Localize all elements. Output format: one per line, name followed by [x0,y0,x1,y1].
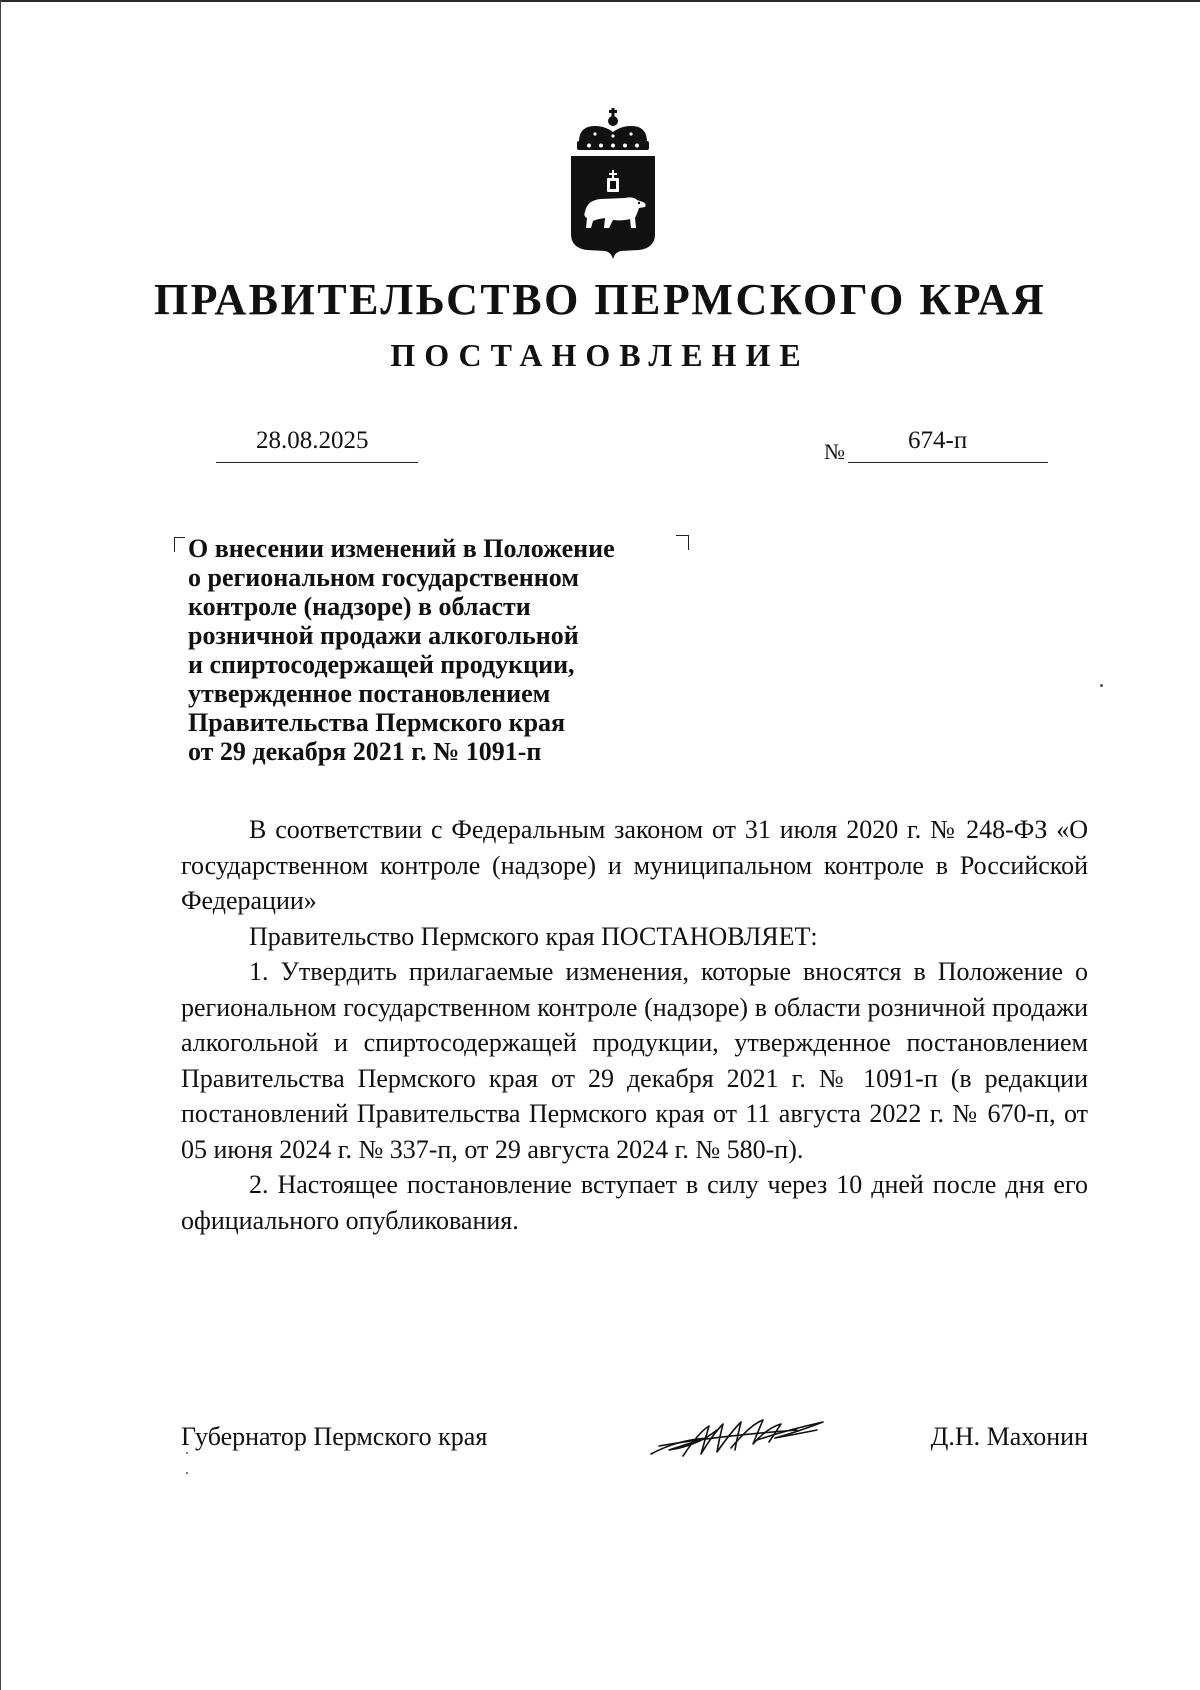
document-body [181,812,1088,1238]
document-type: ПОСТАНОВЛЕНИЕ [390,337,810,373]
body-paragraph: 1. Утвердить прилагаемые изменения, которые вносятся в Положение о региональном государственном контроле (надзоре) в области розничной продажи алкогольной и спиртосодержащей продукции, утвержденное постановлением Правительства Пермского края от 29 декабря 2021 г. № 1091-п (в редакции постановлений Правительства Пермского края от 11 августа 2022 г. № 670-п, от 05 июня 2024 г. № 337-п, от 29 августа 2024 г. № 580-п). [181,957,1088,1164]
scan-edge-left [0,0,1,1690]
subject-line: о региональном государственном [188,563,579,592]
subject-line: и спиртосодержащей продукции, [188,650,575,679]
scan-speck [186,1472,188,1474]
number-field [848,424,1048,463]
signatory-title: Губернатор Пермского края [181,1422,488,1451]
subject-line: утвержденное постановлением [188,679,551,708]
number-sign: № [824,439,845,464]
scan-speck [186,1452,188,1454]
date-field [216,424,418,463]
subject-line: от 29 декабря 2021 г. № 1091-п [188,737,542,766]
handwritten-signature-icon [647,1410,827,1462]
body-paragraph: В соответствии с Федеральным законом от 31 июля 2020 г. № 248-ФЗ «О государственном контроле (надзоре) и муниципальном контроле в Российской Федерации» [181,815,1088,915]
document-date: 28.08.2025 [256,427,369,454]
signatory-name: Д.Н. Махонин [930,1422,1088,1451]
scan-speck [1100,684,1103,687]
scan-edge-top [0,0,1200,2]
subject-line: Правительства Пермского края [188,708,566,737]
subject-line: контроле (надзоре) в области [188,592,531,621]
document-subject [188,534,688,766]
subject-corner-top-left [174,537,185,552]
document-number: 674-п [908,427,968,454]
coat-of-arms-icon [565,108,661,260]
body-paragraph: 2. Настоящее постановление вступает в силу через 10 дней после дня его официального опубликования. [181,1170,1088,1235]
signature-block [181,1410,1088,1466]
body-paragraph: Правительство Пермского края ПОСТАНОВЛЯЕТ: [249,921,818,951]
organization-title: ПРАВИТЕЛЬСТВО ПЕРМСКОГО КРАЯ [153,275,1047,324]
subject-line: О внесении изменений в Положение [188,534,615,563]
subject-line: розничной продажи алкогольной [188,621,579,650]
